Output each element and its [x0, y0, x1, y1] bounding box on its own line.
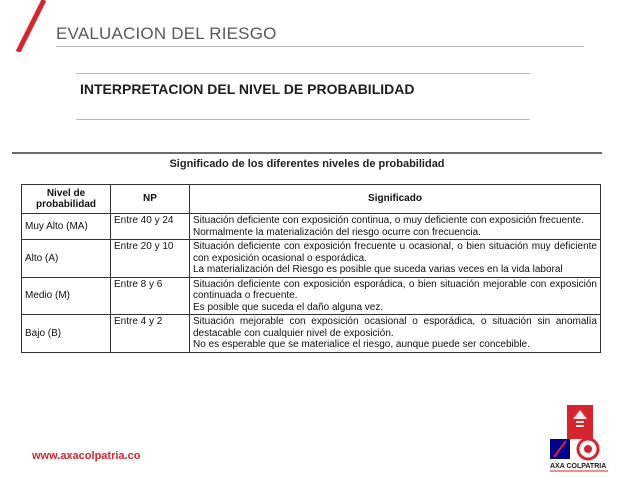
description-cell [190, 214, 601, 240]
header-level: Nivel de probabilidad [22, 185, 111, 214]
header-np: NP [111, 185, 190, 214]
probability-table-image [12, 152, 602, 400]
np-cell: Entre 40 y 24 [111, 214, 190, 240]
up-arrow-icon [567, 405, 593, 439]
description-line: Es posible que suceda el daño alguna vez. [193, 301, 384, 313]
description-line: No es esperable que se materialice el riesgo, aunque puede ser concebible. [193, 339, 530, 350]
description-line: Situación deficiente con exposición frecuente u ocasional, o bien situación muy deficiente con exposición ocasional o esporádica. [193, 241, 597, 264]
table-row [22, 214, 601, 240]
section-subtitle: INTERPRETACION DEL NIVEL DE PROBABILIDAD [80, 81, 415, 97]
description-line: Situación deficiente con exposición esporádica, o bien situación mejorable con exposición continuada o frecuente. [193, 278, 597, 301]
probability-table [21, 184, 601, 353]
subtitle-bottom-divider [76, 119, 530, 120]
title-divider [56, 46, 584, 47]
table-top-border [12, 152, 602, 154]
axa-colpatria-logo [548, 437, 612, 475]
description-cell [190, 277, 601, 315]
description-line: Normalmente la materialización del riesgo ocurre con frecuencia. [193, 226, 481, 238]
description-line: Situación deficiente con exposición continua, o muy deficiente con exposición frecuente. [193, 215, 584, 226]
level-cell: Bajo (B) [22, 315, 111, 353]
level-cell: Muy Alto (MA) [22, 214, 111, 240]
np-cell: Entre 8 y 6 [111, 277, 190, 315]
website-link[interactable]: www.axacolpatria.co [32, 450, 141, 462]
logo-text: AXA COLPATRIA [550, 463, 607, 470]
subtitle-top-divider [76, 73, 530, 74]
np-cell: Entre 20 y 10 [111, 240, 190, 278]
np-cell: Entre 4 y 2 [111, 315, 190, 353]
level-cell: Medio (M) [22, 277, 111, 315]
brand-slash-icon [8, 0, 48, 52]
table-row [22, 240, 601, 278]
description-line: Situación mejorable con exposición ocasional o esporádica, o situación sin anomalía destacable con cualquier nivel de exposición. [193, 316, 597, 339]
table-row [22, 315, 601, 353]
table-header-row [22, 185, 601, 214]
level-cell: Alto (A) [22, 240, 111, 278]
description-line: La materialización del Riesgo es posible que suceda varias veces en la vida laboral [193, 264, 563, 275]
header-significado: Significado [190, 185, 601, 214]
brand-badge-icon [567, 405, 593, 439]
page-title: EVALUACION DEL RIESGO [56, 24, 277, 43]
description-cell [190, 315, 601, 353]
description-cell [190, 240, 601, 278]
table-row [22, 277, 601, 315]
table-caption: Significado de los diferentes niveles de probabilidad [169, 158, 445, 170]
